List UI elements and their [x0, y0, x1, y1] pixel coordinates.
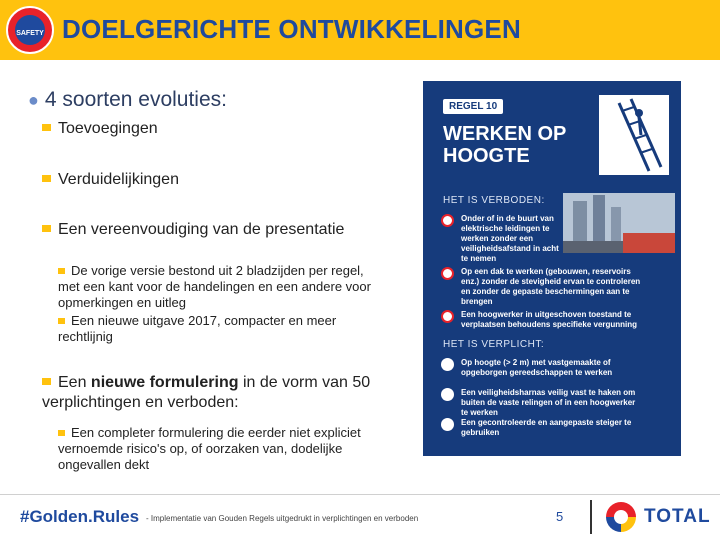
poster-title [443, 123, 566, 167]
sub-item-text: De vorige versie bestond uit 2 bladzijden per regel, met een kant voor de handelingen en een andere voor opmerkingen en uitleg [58, 263, 371, 310]
bullet-square-icon [58, 318, 65, 324]
forbidden-icon [441, 310, 454, 323]
ladder-worker-icon [599, 95, 669, 175]
page-title: DOELGERICHTE ONTWIKKELINGEN [62, 14, 521, 44]
safety-logo [6, 6, 54, 54]
bullet-square-icon [42, 225, 51, 232]
list-item-label: Toevoegingen [58, 120, 158, 137]
footer-separator [590, 500, 592, 534]
forbidden-icon [441, 214, 454, 227]
forbidden-item: Op een dak te werken (gebouwen, reservoirs enz.) zonder de stevigheid ervan te controleren en zonder de gepaste beschermingen aan te brengen [443, 267, 643, 307]
list-item-vereenvoudiging [42, 221, 344, 239]
main-heading-text: 4 soorten evoluties: [44, 88, 227, 111]
list-item-label: Verduidelijkingen [58, 171, 179, 188]
mandatory-heading: HET IS VERPLICHT: [443, 339, 545, 350]
forbidden-item: Een hoogwerker in uitgeschoven toestand te verplaatsen behoudens specifieke vergunning [443, 310, 643, 330]
total-logo [606, 500, 716, 534]
main-heading [28, 88, 227, 112]
bullet-square-icon [42, 378, 51, 385]
sub-item-nieuwe-uitgave [58, 313, 358, 345]
poster-title-line2: HOOGTE [443, 145, 530, 167]
bullet-square-icon [42, 175, 51, 182]
total-ball-icon [606, 502, 636, 532]
bullet-square-icon [58, 268, 65, 274]
sub-item-vorige-versie [58, 263, 388, 311]
forbidden-heading: HET IS VERBODEN: [443, 195, 545, 206]
footer-caption: - Implementatie van Gouden Regels uitgedrukt in verplichtingen en verboden [146, 514, 419, 523]
mandatory-item: Op hoogte (> 2 m) met vastgemaakte of opgeborgen gereedschappen te werken [443, 358, 643, 378]
footer-divider [0, 494, 720, 495]
total-wordmark: TOTAL [644, 506, 711, 527]
sub-item-completer [58, 425, 378, 473]
poster-tag: REGEL 10 [443, 99, 503, 114]
sub-item-text: Een nieuwe uitgave 2017, compacter en meer rechtlijnig [58, 313, 337, 344]
golden-rules-hashtag: #Golden.Rules [20, 507, 140, 526]
construction-photo [563, 193, 675, 253]
item4-bold: nieuwe formulering [90, 374, 239, 391]
item4-pre: Een [58, 374, 91, 391]
mandatory-item: Een gecontroleerde en aangepaste steiger te gebruiken [443, 418, 643, 438]
item4-post: in de vorm van 50 verplichtingen en verboden: [42, 374, 371, 411]
list-item-verduidelijkingen [42, 171, 179, 189]
rule-poster [423, 81, 681, 456]
header-bar [0, 0, 720, 60]
list-item-nieuwe-formulering [42, 373, 402, 413]
mandatory-item: Een veiligheidsharnas veilig vast te haken om buiten de vaste relingen of in een hoogwerker te werken [443, 388, 643, 418]
checkmark-icon [441, 388, 454, 401]
page-number: 5 [556, 509, 564, 524]
list-item-label: Een vereenvoudiging van de presentatie [58, 221, 345, 238]
list-item-toevoegingen [42, 120, 158, 138]
poster-title-line1: WERKEN OP [443, 123, 567, 145]
bullet-dot-icon: ● [28, 90, 39, 110]
checkmark-icon [441, 418, 454, 431]
checkmark-icon [441, 358, 454, 371]
bullet-square-icon [42, 124, 51, 131]
sub-item-text: Een completer formulering die eerder niet expliciet vernoemde risico's op, of oorzaken van, dodelijke ongevallen dekt [58, 425, 361, 472]
bullet-square-icon [58, 430, 65, 436]
forbidden-item: Onder of in de buurt van elektrische leidingen te werken zonder een veiligheidsafstand in acht te nemen [443, 214, 563, 264]
forbidden-icon [441, 267, 454, 280]
logo-text: SAFETY [16, 30, 44, 37]
